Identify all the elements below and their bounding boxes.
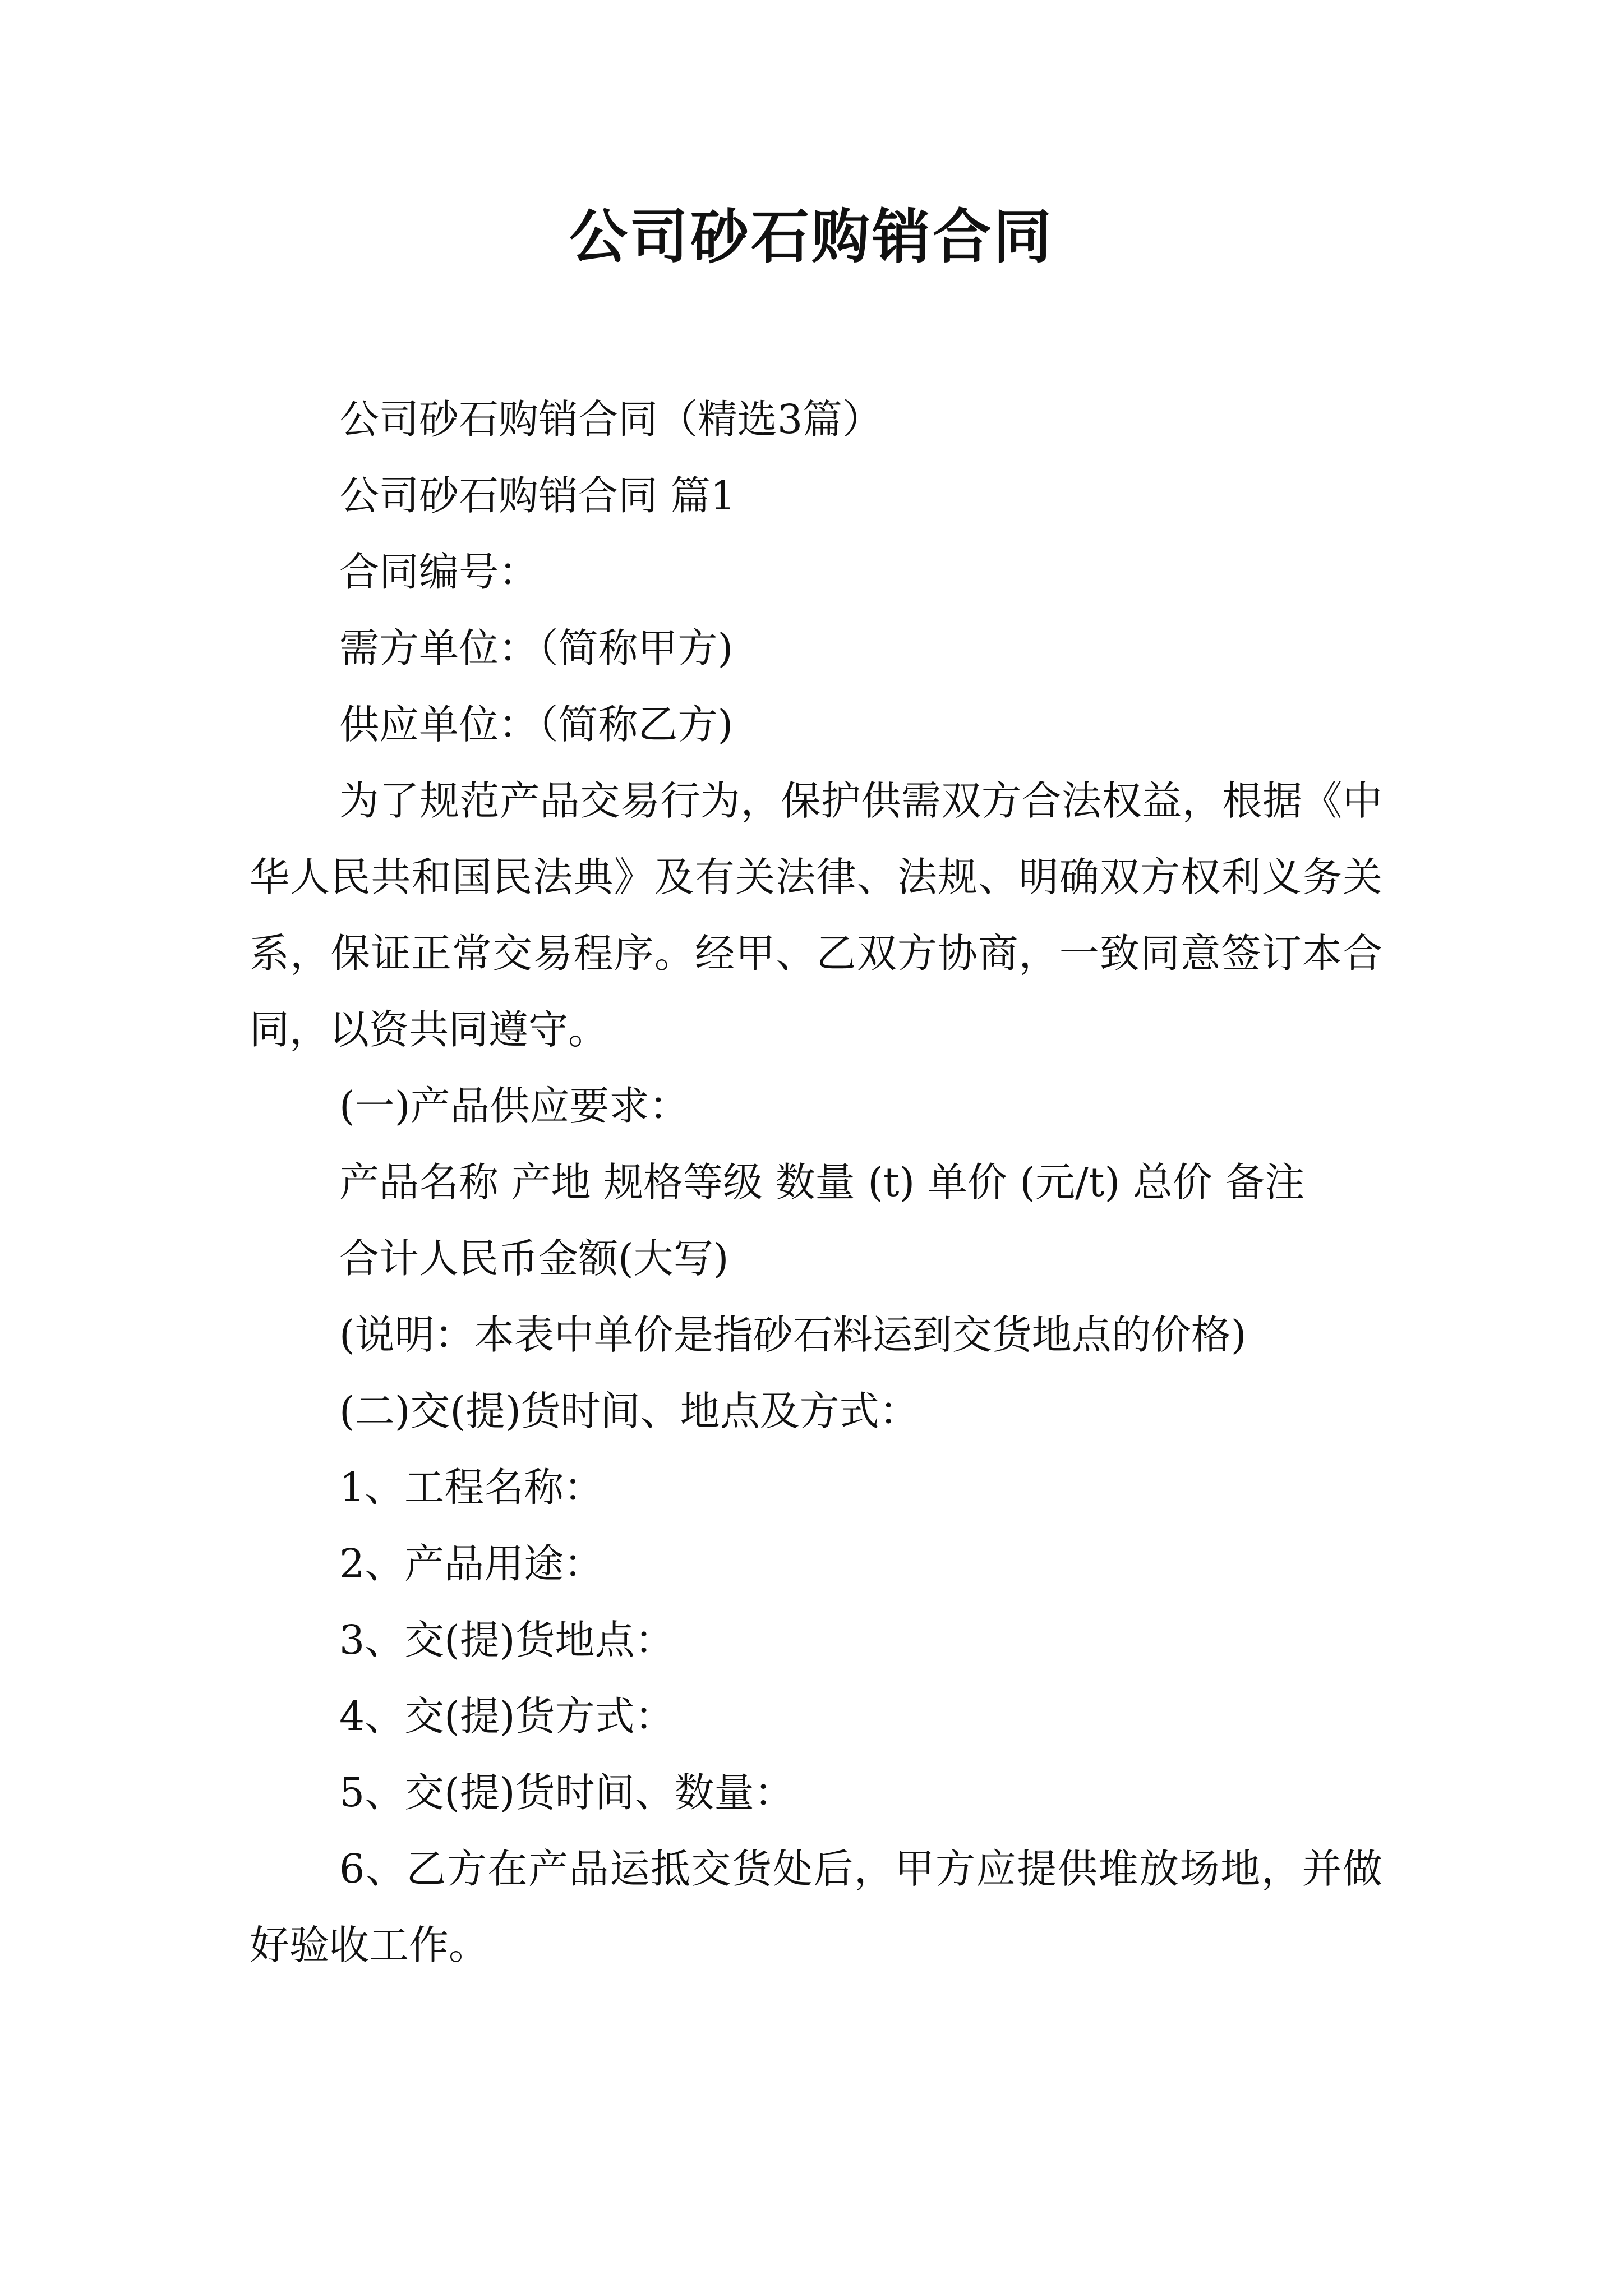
document-title: 公司砂石购销合同 — [569, 202, 1054, 271]
paragraph-item-5: 5、交(提)货时间、数量： — [339, 1769, 794, 1816]
paragraph-item-1: 1、工程名称： — [339, 1464, 604, 1511]
paragraph-buyer: 需方单位：（简称甲方) — [339, 625, 734, 671]
paragraph-item-3: 3、交(提)货地点： — [339, 1617, 675, 1663]
document-body — [250, 381, 1382, 1984]
paragraph-product-table-header: 产品名称 产地 规格等级 数量 (t) 单价 (元/t) 总价 备注 — [339, 1159, 1305, 1205]
paragraph-item-4: 4、交(提)货方式： — [339, 1693, 675, 1740]
paragraph-total-amount: 合计人民币金额(大写) — [339, 1235, 729, 1282]
paragraph-preamble: 为了规范产品交易行为，保护供需双方合法权益，根据《中华人民共和国民法典》及有关法律、法规、明确双方权利义务关系，保证正常交易程序。经甲、乙双方协商，一致同意签订本合同，以资共同遵守。 — [250, 777, 1382, 1053]
paragraph-section-2-heading: (二)交(提)货时间、地点及方式： — [339, 1388, 919, 1434]
paragraph-item-6: 6、乙方在产品运抵交货处后，甲方应提供堆放场地，并做好验收工作。 — [250, 1846, 1382, 1968]
paragraph-section-1-heading: (一)产品供应要求： — [339, 1083, 689, 1129]
paragraph-part-heading: 公司砂石购销合同 篇1 — [339, 472, 736, 519]
paragraph-contract-number: 合同编号： — [339, 549, 539, 595]
paragraph-price-note: (说明：本表中单价是指砂石料运到交货地点的价格) — [339, 1312, 1247, 1358]
paragraph-selection-heading: 公司砂石购销合同（精选3篇） — [339, 396, 883, 443]
paragraph-supplier: 供应单位：（简称乙方) — [339, 701, 734, 748]
paragraph-item-2: 2、产品用途： — [339, 1540, 604, 1587]
